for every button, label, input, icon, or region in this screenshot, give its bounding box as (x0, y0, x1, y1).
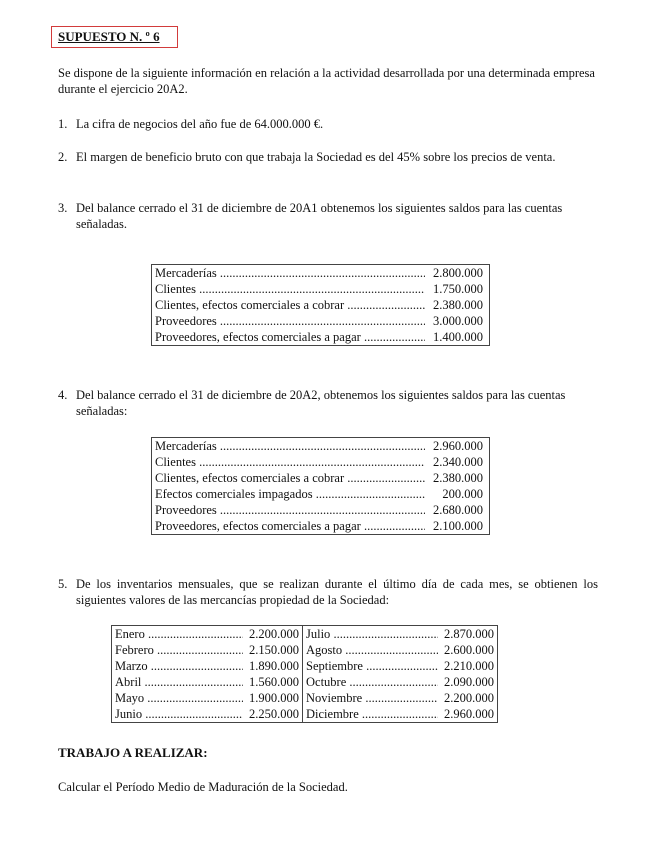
list-item-text: Del balance cerrado el 31 de diciembre de 20A1 obtenemos los siguientes saldos para las cuentas señaladas. (76, 201, 563, 231)
month-label: Noviembre ..... (306, 690, 438, 706)
account-value: 1.400.000 (433, 330, 483, 344)
account-label: Proveedores, efectos comerciales a pagar ..... (155, 518, 425, 534)
list-item-number: 3. (58, 201, 68, 215)
table-row (152, 454, 490, 470)
month-label: Enero ..... (115, 626, 243, 642)
inventory-value: 2.090.000 (444, 675, 494, 689)
inventory-value: 2.210.000 (444, 659, 494, 673)
table-row (112, 642, 498, 658)
list-item-5 (58, 576, 598, 608)
list-item-text: De los inventarios mensuales, que se realizan durante el último día de cada mes, se obtienen los siguientes valores de las mercancías propiedad de la Sociedad: (76, 577, 598, 607)
table-row (112, 706, 498, 723)
account-label: Proveedores ..... (155, 502, 425, 518)
list-item-3 (58, 200, 598, 232)
account-value: 2.380.000 (433, 298, 483, 312)
account-value: 1.750.000 (433, 282, 483, 296)
inventory-value: 2.960.000 (444, 707, 494, 721)
table-row (152, 313, 490, 329)
account-label: Proveedores, efectos comerciales a pagar ..... (155, 329, 425, 345)
inventory-table (111, 625, 498, 723)
account-value: 2.800.000 (433, 266, 483, 280)
month-label: Junio ..... (115, 706, 243, 722)
month-label: Septiembre ..... (306, 658, 438, 674)
table-row (112, 674, 498, 690)
intro-paragraph: Se dispone de la siguiente información en relación a la actividad desarrollada por una determinada empresa durante el ejercicio 20A2. (58, 66, 595, 96)
table-row (152, 265, 490, 282)
account-label: Mercaderías ..... (155, 438, 425, 454)
inventory-value: 1.900.000 (249, 691, 299, 705)
inventory-value: 1.560.000 (249, 675, 299, 689)
account-value: 2.680.000 (433, 503, 483, 517)
list-item-4 (58, 387, 598, 419)
month-label: Marzo ..... (115, 658, 243, 674)
inventory-value: 2.600.000 (444, 643, 494, 657)
inventory-value: 2.200.000 (249, 627, 299, 641)
account-label: Clientes, efectos comerciales a cobrar ..... (155, 297, 425, 313)
account-value: 200.000 (442, 487, 483, 501)
table-row (152, 502, 490, 518)
table-row (152, 438, 490, 455)
document-title: SUPUESTO N. º 6 (58, 29, 160, 44)
account-value: 2.960.000 (433, 439, 483, 453)
account-label: Clientes ..... (155, 281, 425, 297)
balance-table-20A2 (151, 437, 490, 535)
account-value: 2.380.000 (433, 471, 483, 485)
account-value: 3.000.000 (433, 314, 483, 328)
month-label: Diciembre ..... (306, 706, 438, 722)
month-label: Febrero ..... (115, 642, 243, 658)
month-label: Octubre ..... (306, 674, 438, 690)
table-row (112, 658, 498, 674)
table-row (112, 690, 498, 706)
month-label: Julio ..... (306, 626, 438, 642)
inventory-value: 2.150.000 (249, 643, 299, 657)
account-label: Clientes ..... (155, 454, 425, 470)
list-item-2 (58, 149, 598, 165)
table-row (112, 626, 498, 643)
inventory-value: 1.890.000 (249, 659, 299, 673)
list-item-text: El margen de beneficio bruto con que trabaja la Sociedad es del 45% sobre los precios de venta. (76, 150, 556, 164)
balance-table-20A1 (151, 264, 490, 346)
table-row (152, 297, 490, 313)
list-item-text: La cifra de negocios del año fue de 64.000.000 €. (76, 117, 324, 131)
table-row (152, 470, 490, 486)
account-value: 2.100.000 (433, 519, 483, 533)
list-item-text: Del balance cerrado el 31 de diciembre de 20A2, obtenemos los siguientes saldos para las cuentas señaladas: (76, 388, 566, 418)
table-row (152, 486, 490, 502)
inventory-value: 2.250.000 (249, 707, 299, 721)
list-item-1 (58, 116, 598, 132)
account-label: Efectos comerciales impagados ..... (155, 486, 425, 502)
account-label: Proveedores ..... (155, 313, 425, 329)
account-label: Mercaderías ..... (155, 265, 425, 281)
list-item-number: 1. (58, 117, 68, 131)
task-heading: TRABAJO A REALIZAR: (58, 745, 208, 760)
table-row (152, 518, 490, 535)
inventory-value: 2.200.000 (444, 691, 494, 705)
task-text: Calcular el Período Medio de Maduración de la Sociedad. (58, 780, 348, 794)
inventory-value: 2.870.000 (444, 627, 494, 641)
list-item-number: 5. (58, 577, 68, 591)
table-row (152, 329, 490, 346)
list-item-number: 2. (58, 150, 68, 164)
month-label: Mayo ..... (115, 690, 243, 706)
table-row (152, 281, 490, 297)
month-label: Agosto ..... (306, 642, 438, 658)
month-label: Abril ..... (115, 674, 243, 690)
list-item-number: 4. (58, 388, 68, 402)
account-label: Clientes, efectos comerciales a cobrar ..... (155, 470, 425, 486)
account-value: 2.340.000 (433, 455, 483, 469)
